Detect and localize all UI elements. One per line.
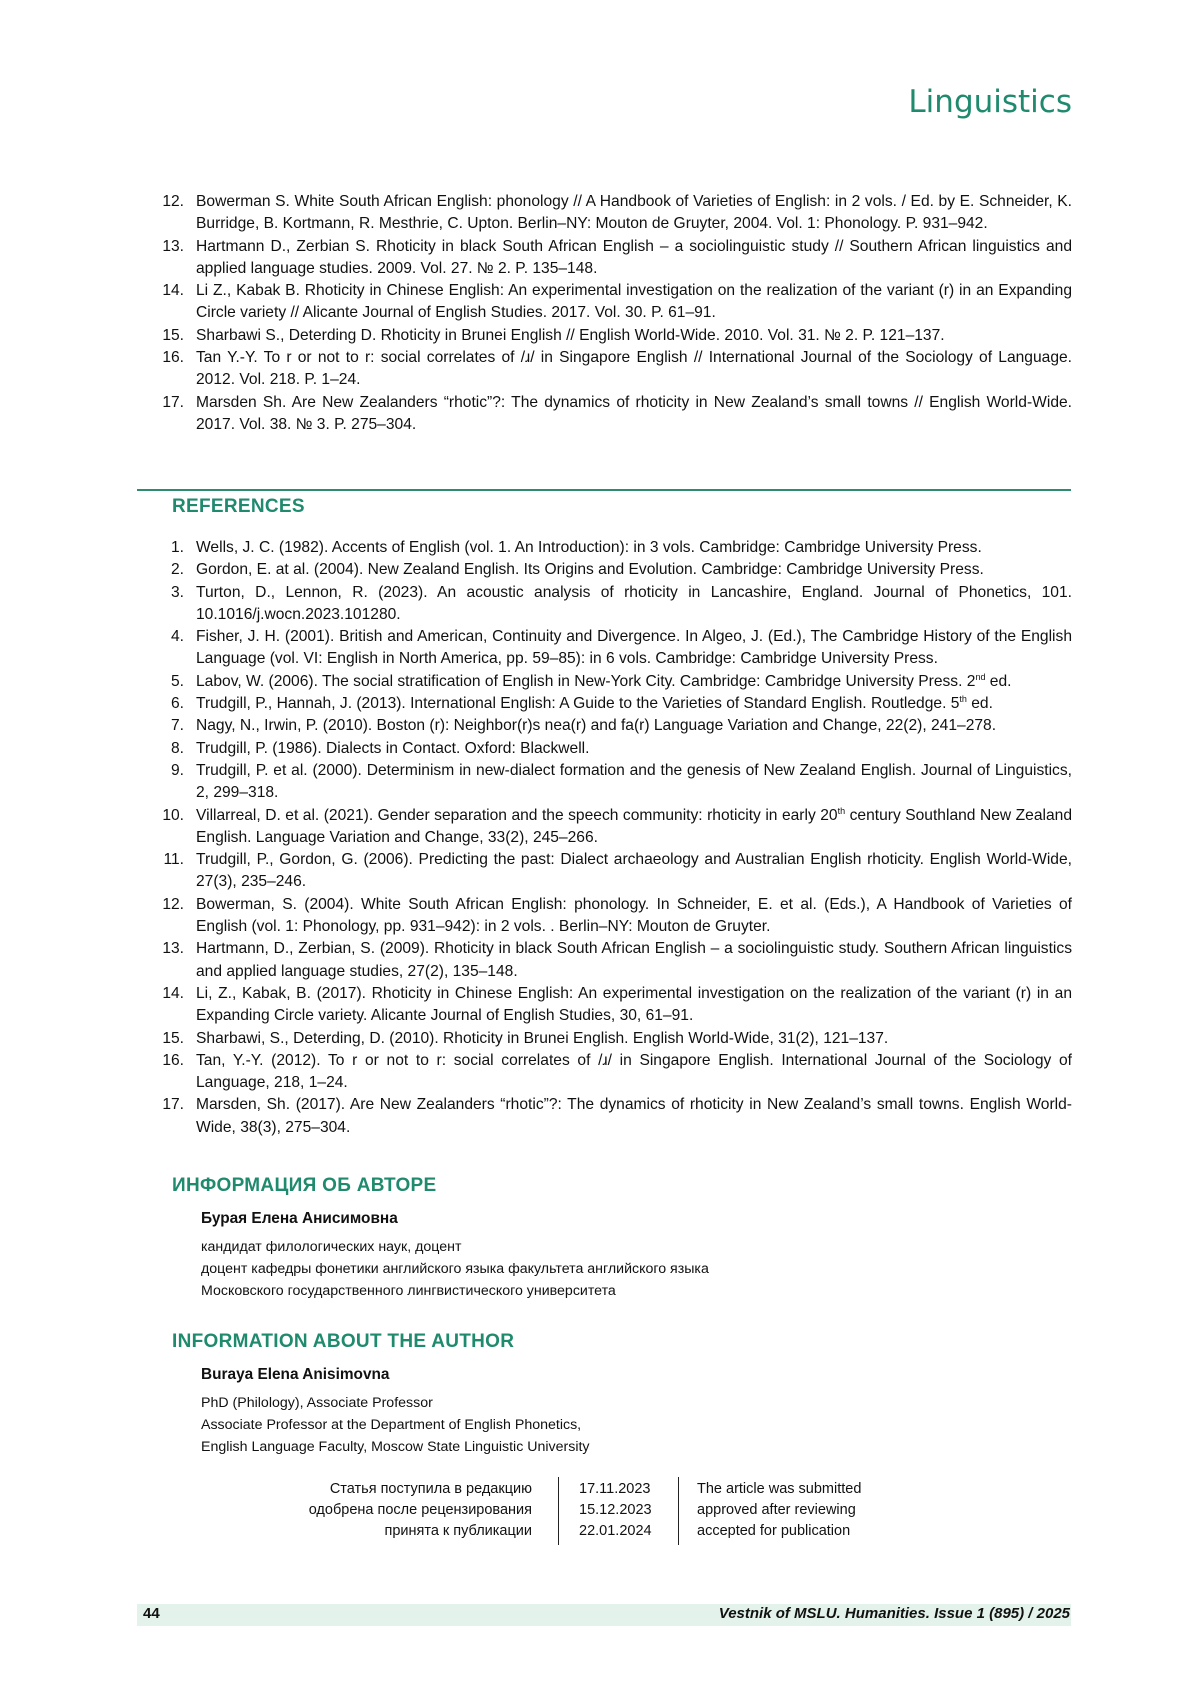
reference-text-main: Hartmann D., Zerbian S. Rhoticity in black South African English – a sociolinguistic study // Southern African linguistics and applied language studies. 2009. Vol. 27. № 2. P. 135–148. [196, 238, 1072, 277]
reference-text [196, 559, 1072, 581]
author-ru-block [201, 1208, 709, 1302]
reference-item [0, 280, 1200, 325]
reference-text-main: Marsden Sh. Are New Zealanders “rhotic”?: The dynamics of rhoticity in New Zealand’s small towns // English World-Wide. 2017. Vol. 38. № 3. P. 275–304. [196, 394, 1072, 433]
reference-text-main: Villarreal, D. et al. (2021). Gender separation and the speech community: rhoticity in early 20 [196, 807, 838, 824]
reference-text-main: Li Z., Kabak B. Rhoticity in Chinese English: An experimental investigation on the realization of the variant (r) in an Expanding Circle variety // Alicante Journal of English Studies. 2017. Vol. 30. P. 61–91. [196, 282, 1072, 321]
reference-text [196, 1028, 1072, 1050]
reference-text [196, 626, 1072, 671]
journal-title: Vestnik of MSLU. Humanities. Issue 1 (895) / 2025 [719, 1605, 1070, 1622]
reference-superscript: th [959, 694, 967, 704]
reference-text-main: Wells, J. C. (1982). Accents of English (vol. 1. An Introduction): in 3 vols. Cambridge: Cambridge University Press. [196, 539, 982, 556]
reference-number: 11. [0, 849, 196, 894]
author-en-block [201, 1364, 590, 1458]
reference-number: 8. [0, 738, 196, 760]
reference-text-tail: ed. [967, 695, 993, 712]
reference-item [0, 347, 1200, 392]
reference-item [0, 582, 1200, 627]
reference-superscript: th [838, 805, 846, 815]
references-heading: REFERENCES [172, 496, 305, 518]
reference-text [196, 849, 1072, 894]
reference-item [0, 760, 1200, 805]
reference-text [196, 280, 1072, 325]
author-en-line: PhD (Philology), Associate Professor [201, 1392, 590, 1414]
reference-superscript: nd [975, 672, 985, 682]
reference-item [0, 1028, 1200, 1050]
date-label-ru: одобрена после рецензирования [309, 1500, 532, 1521]
reference-text [196, 325, 1072, 347]
reference-text [196, 191, 1072, 236]
author-en-line: Associate Professor at the Department of English Phonetics, [201, 1414, 590, 1436]
reference-item [0, 671, 1200, 693]
reference-item [0, 626, 1200, 671]
reference-text [196, 938, 1072, 983]
reference-item [0, 1050, 1200, 1095]
reference-text [196, 983, 1072, 1028]
submission-dates [0, 1477, 1200, 1545]
reference-text [196, 347, 1072, 392]
reference-item [0, 325, 1200, 347]
author-ru-name: Бурая Елена Анисимовна [201, 1208, 709, 1230]
reference-text-tail: century Southland New Zealand English. Language Variation and Change, 33(2), 245–266. [196, 807, 1072, 846]
reference-text-main: Labov, W. (2006). The social stratification of English in New-York City. Cambridge: Cambridge University Press. 2 [196, 673, 975, 690]
reference-text-main: Trudgill, P. (1986). Dialects in Contact. Oxford: Blackwell. [196, 740, 589, 757]
reference-item [0, 894, 1200, 939]
reference-text-main: Marsden, Sh. (2017). Are New Zealanders “rhotic”?: The dynamics of rhoticity in New Zealand’s small towns. English World-Wide, 38(3), 275–304. [196, 1096, 1072, 1135]
reference-number: 9. [0, 760, 196, 805]
reference-item [0, 983, 1200, 1028]
reference-text [196, 894, 1072, 939]
reference-number: 15. [0, 1028, 196, 1050]
reference-number: 17. [0, 1094, 196, 1139]
reference-number: 12. [0, 191, 196, 236]
reference-text-main: Trudgill, P., Hannah, J. (2013). International English: A Guide to the Varieties of Standard English. Routledge. 5 [196, 695, 959, 712]
reference-number: 7. [0, 715, 196, 737]
date-label-en: accepted for publication [697, 1521, 861, 1542]
reference-text [196, 693, 1072, 715]
reference-text [196, 582, 1072, 627]
date-label-ru: принята к публикации [309, 1521, 532, 1542]
reference-text-main: Hartmann, D., Zerbian, S. (2009). Rhoticity in black South African English – a sociolinguistic study. Southern African linguistics and applied language studies, 27(2), 135–148. [196, 940, 1072, 979]
dates-en-column [697, 1479, 861, 1542]
reference-item [0, 1094, 1200, 1139]
reference-text [196, 537, 1072, 559]
reference-text-main: Tan, Y.-Y. (2012). To r or not to r: social correlates of /ɹ/ in Singapore English. International Journal of the Sociology of Language, 218, 1–24. [196, 1052, 1072, 1091]
reference-item [0, 537, 1200, 559]
reference-number: 5. [0, 671, 196, 693]
page-number: 44 [143, 1605, 160, 1622]
reference-number: 17. [0, 392, 196, 437]
date-value: 15.12.2023 [579, 1500, 652, 1521]
reference-number: 12. [0, 894, 196, 939]
reference-text-main: Li, Z., Kabak, B. (2017). Rhoticity in Chinese English: An experimental investigation on the realization of the variant (r) in an Expanding Circle variety. Alicante Journal of English Studies, 30, 61–91. [196, 985, 1072, 1024]
reference-text-tail: ed. [985, 673, 1011, 690]
reference-number: 6. [0, 693, 196, 715]
author-en-line: English Language Faculty, Moscow State Linguistic University [201, 1436, 590, 1458]
reference-text-main: Tan Y.-Y. To r or not to r: social correlates of /ɹ/ in Singapore English // International Journal of the Sociology of Language. 2012. Vol. 218. P. 1–24. [196, 349, 1072, 388]
reference-text [196, 738, 1072, 760]
reference-number: 1. [0, 537, 196, 559]
reference-text-main: Bowerman S. White South African English: phonology // A Handbook of Varieties of English: in 2 vols. / Ed. by E. Schneider, K. Burridge, B. Kortmann, R. Mesthrie, C. Upton. Berlin–NY: Mouton de Gruyter, 2004. Vol. 1: Phonology. P. 931–942. [196, 193, 1072, 232]
reference-item [0, 236, 1200, 281]
reference-text [196, 805, 1072, 850]
author-ru-line: Московского государственного лингвистического университета [201, 1280, 709, 1302]
author-ru-line: доцент кафедры фонетики английского языка факультета английского языка [201, 1258, 709, 1280]
dates-separator [678, 1477, 679, 1545]
reference-item [0, 715, 1200, 737]
reference-number: 16. [0, 1050, 196, 1095]
dates-separator [558, 1477, 559, 1545]
reference-number: 10. [0, 805, 196, 850]
author-en-heading: INFORMATION ABOUT THE AUTHOR [172, 1331, 514, 1353]
reference-item [0, 559, 1200, 581]
reference-number: 15. [0, 325, 196, 347]
date-label-ru: Статья поступила в редакцию [309, 1479, 532, 1500]
reference-number: 3. [0, 582, 196, 627]
date-label-en: approved after reviewing [697, 1500, 861, 1521]
reference-text-main: Fisher, J. H. (2001). British and American, Continuity and Divergence. In Algeo, J. (Ed.), The Cambridge History of the English Language (vol. VI: English in North America, pp. 59–85): in 6 vols. Cambridge: Cambridge University Press. [196, 628, 1072, 667]
reference-text [196, 760, 1072, 805]
date-value: 17.11.2023 [579, 1479, 652, 1500]
reference-text-main: Gordon, E. at al. (2004). New Zealand English. Its Origins and Evolution. Cambridge: Cambridge University Press. [196, 561, 984, 578]
reference-item [0, 805, 1200, 850]
reference-item [0, 693, 1200, 715]
date-label-en: The article was submitted [697, 1479, 861, 1500]
date-value: 22.01.2024 [579, 1521, 652, 1542]
reference-number: 4. [0, 626, 196, 671]
reference-text [196, 1050, 1072, 1095]
reference-item [0, 849, 1200, 894]
reference-number: 2. [0, 559, 196, 581]
reference-text [196, 1094, 1072, 1139]
author-ru-heading: ИНФОРМАЦИЯ ОБ АВТОРЕ [172, 1175, 437, 1197]
reference-text-main: Sharbawi, S., Deterding, D. (2010). Rhoticity in Brunei English. English World-Wide, 31(2), 121–137. [196, 1030, 888, 1047]
reference-item [0, 392, 1200, 437]
reference-text-main: Trudgill, P., Gordon, G. (2006). Predicting the past: Dialect archaeology and Australian English rhoticity. English World-Wide, 27(3), 235–246. [196, 851, 1072, 890]
reference-text [196, 392, 1072, 437]
reference-text [196, 236, 1072, 281]
reference-number: 13. [0, 938, 196, 983]
reference-item [0, 191, 1200, 236]
author-ru-line: кандидат филологических наук, доцент [201, 1236, 709, 1258]
reference-number: 16. [0, 347, 196, 392]
reference-text-main: Nagy, N., Irwin, P. (2010). Boston (r): Neighbor(r)s nea(r) and fa(r) Language Variation and Change, 22(2), 241–278. [196, 717, 996, 734]
references-list [0, 537, 1200, 1139]
reference-item [0, 738, 1200, 760]
section-title: Linguistics [908, 84, 1072, 120]
author-en-name: Buraya Elena Anisimovna [201, 1364, 590, 1386]
reference-number: 13. [0, 236, 196, 281]
reference-item [0, 938, 1200, 983]
reference-text [196, 715, 1072, 737]
reference-text-main: Sharbawi S., Deterding D. Rhoticity in Brunei English // English World-Wide. 2010. Vol. 31. № 2. P. 121–137. [196, 327, 945, 344]
reference-number: 14. [0, 280, 196, 325]
reference-text-main: Bowerman, S. (2004). White South African English: phonology. In Schneider, E. et al. (Eds.), A Handbook of Varieties of English (vol. 1: Phonology, pp. 931–942): in 2 vols. . Berlin–NY: Mouton de Gruyter. [196, 896, 1072, 935]
reference-text [196, 671, 1072, 693]
continued-reference-list [0, 191, 1200, 436]
dates-ru-column [309, 1479, 532, 1542]
reference-text-main: Turton, D., Lennon, R. (2023). An acoustic analysis of rhoticity in Lancashire, England. Journal of Phonetics, 101. 10.1016/j.wocn.2023.101280. [196, 584, 1072, 623]
section-divider [137, 489, 1071, 491]
reference-text-main: Trudgill, P. et al. (2000). Determinism in new-dialect formation and the genesis of New Zealand English. Journal of Linguistics, 2, 299–318. [196, 762, 1072, 801]
reference-number: 14. [0, 983, 196, 1028]
dates-value-column [579, 1479, 652, 1542]
